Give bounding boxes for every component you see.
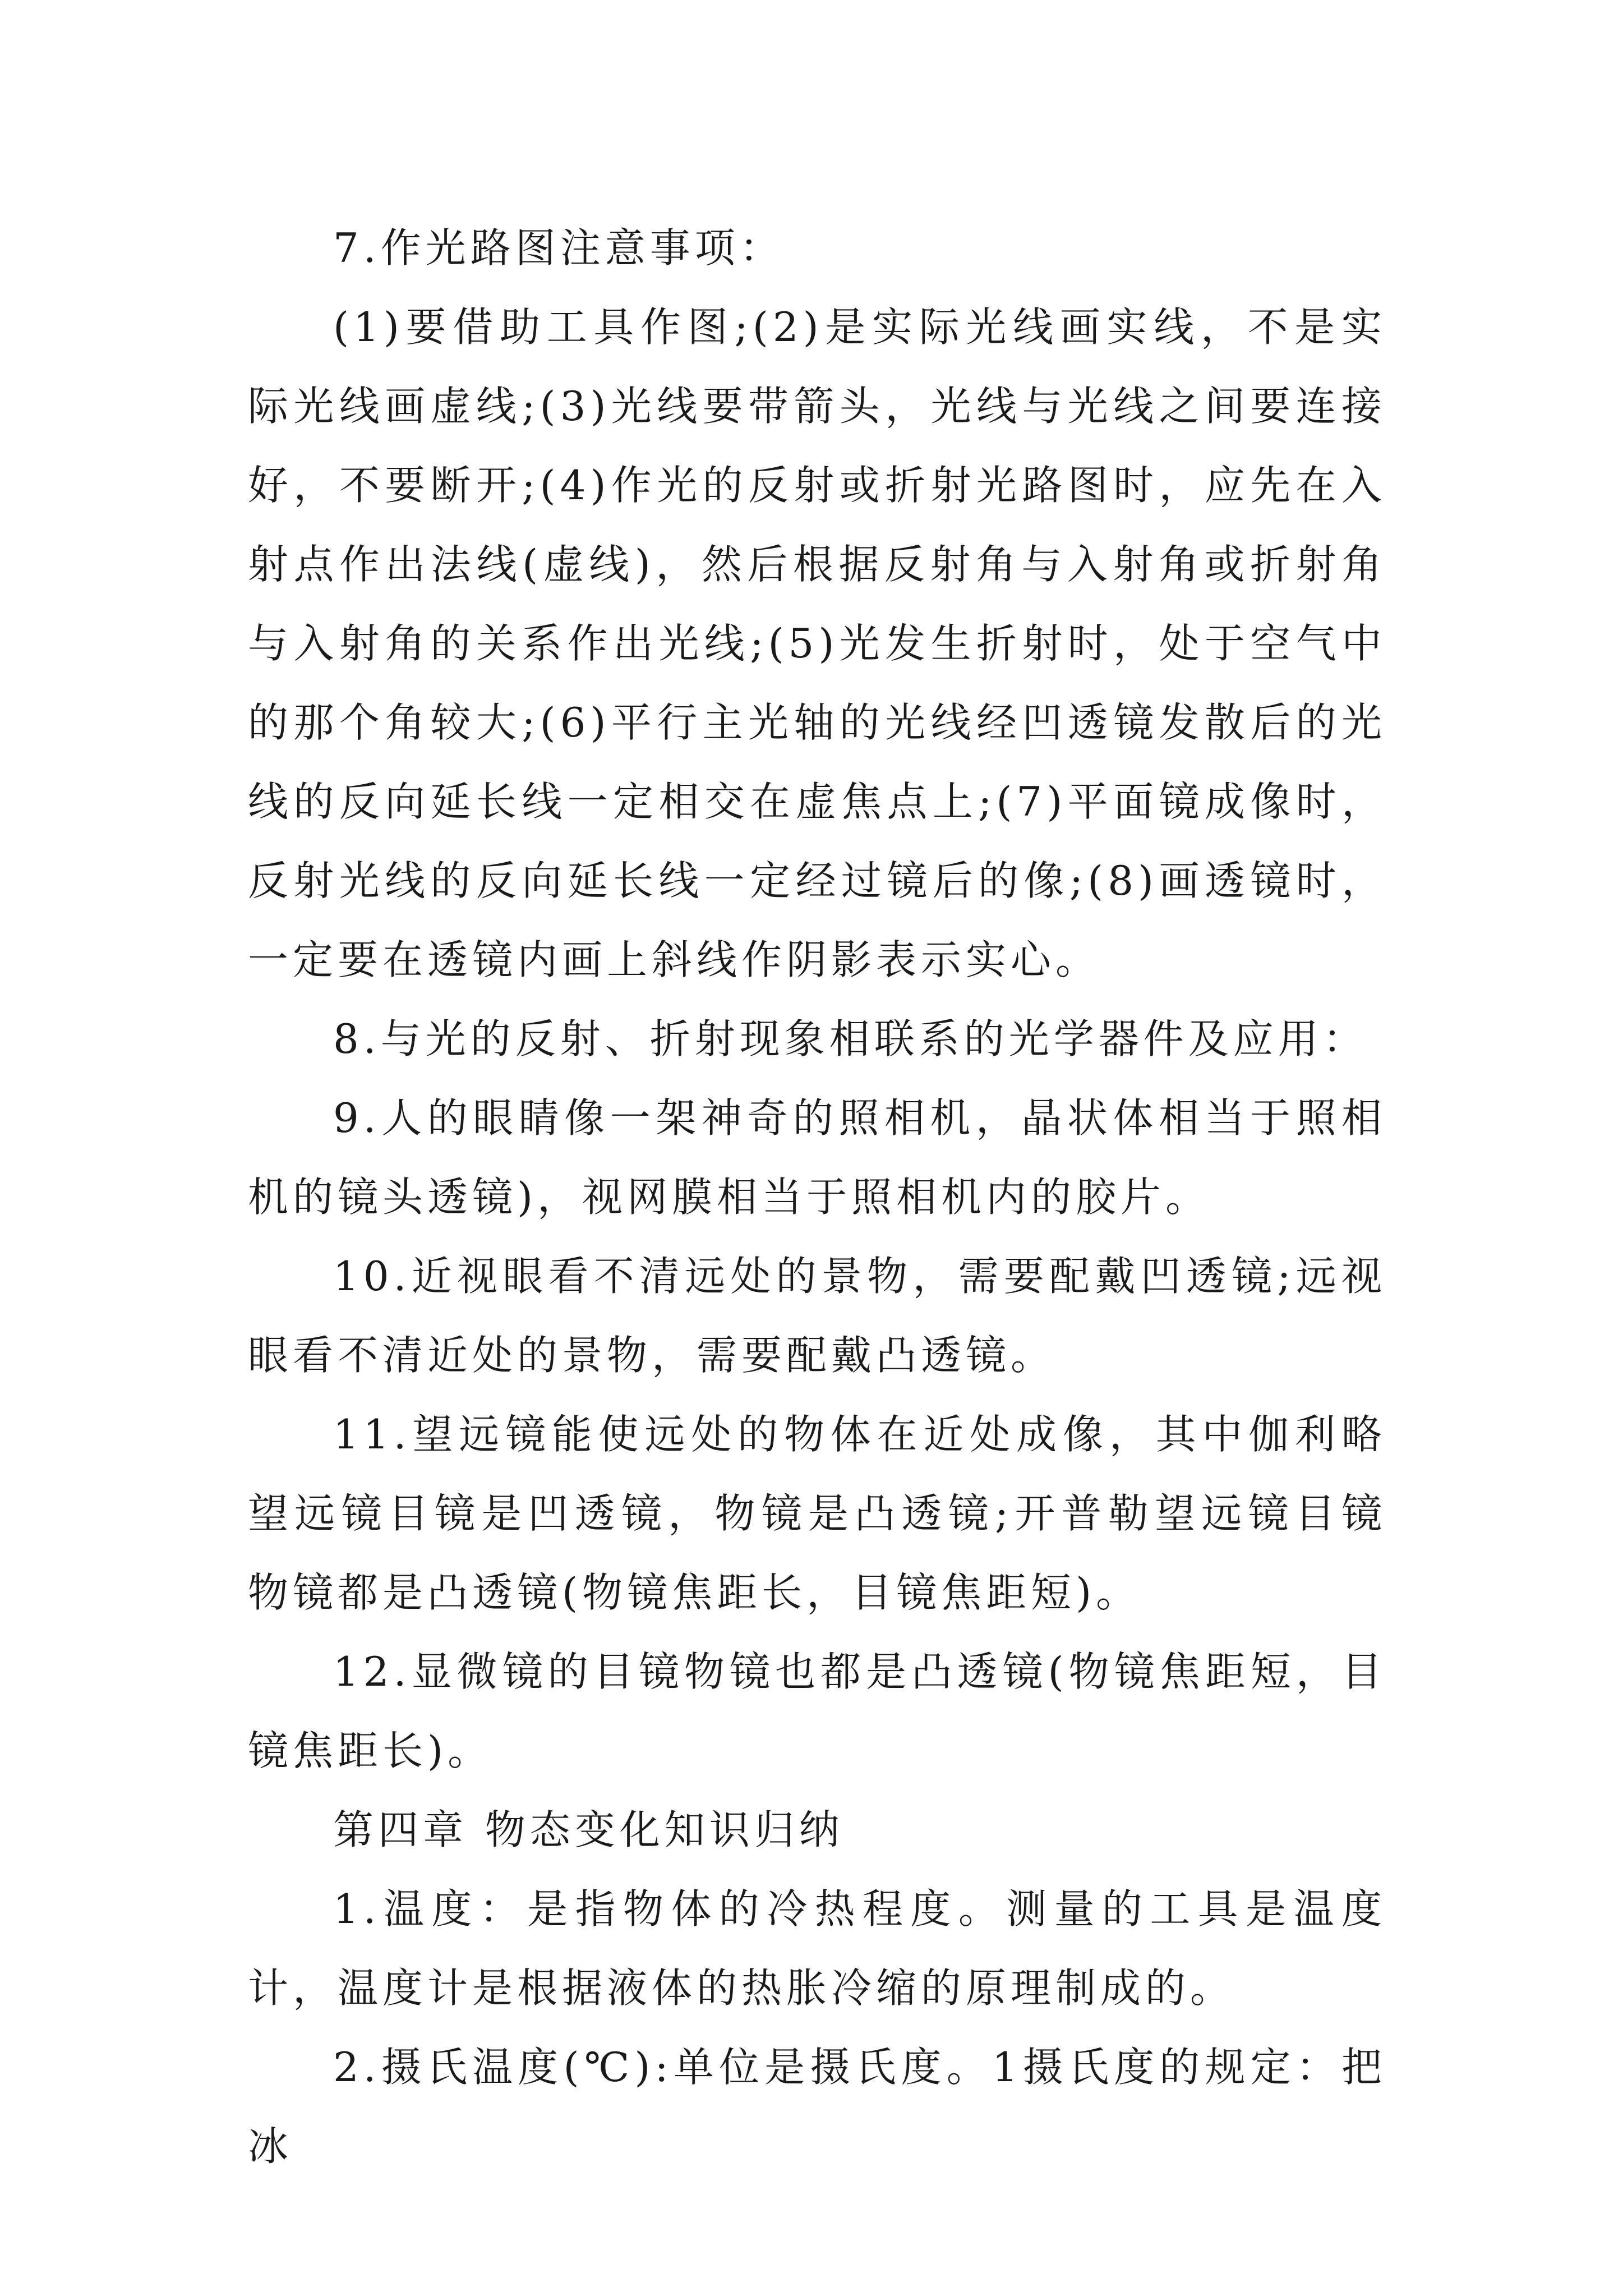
paragraph-myopia-hyperopia: 10.近视眼看不清远处的景物，需要配戴凹透镜;远视眼看不清近处的景物，需要配戴凸透镜。	[248, 1253, 1386, 1379]
document-body	[248, 209, 1386, 2186]
paragraph-celsius: 2.摄氏温度(℃):单位是摄氏度。1摄氏度的规定：把冰	[248, 2044, 1386, 2170]
paragraph-light-path-heading: 7.作光路图注意事项：	[333, 224, 785, 272]
paragraph-microscope: 12.显微镜的目镜物镜也都是凸透镜(物镜焦距短，目镜焦距长)。	[248, 1648, 1386, 1774]
paragraph-light-path-rules: (1)要借助工具作图;(2)是实际光线画实线，不是实际光线画虚线;(3)光线要带箭头，光线与光线之间要连接好，不要断开;(4)作光的反射或折射光路图时，应先在入射点作出法线(虚线)，然后根据反射角与入射角或折射角与入射角的关系作出光线;(5)光发生折射时，处于空气中的那个角较大;(6)平行主光轴的光线经凹透镜发散后的光线的反向延长线一定相交在虚焦点上;(7)平面镜成像时，反射光线的反向延长线一定经过镜后的像;(8)画透镜时，一定要在透镜内画上斜线作阴影表示实心。	[248, 303, 1386, 983]
paragraph-human-eye: 9.人的眼睛像一架神奇的照相机，晶状体相当于照相机的镜头透镜)，视网膜相当于照相机内的胶片。	[248, 1094, 1386, 1221]
paragraph-temperature: 1.温度：是指物体的冷热程度。测量的工具是温度计，温度计是根据液体的热胀冷缩的原理制成的。	[248, 1885, 1386, 2012]
chapter-heading: 第四章 物态变化知识归纳	[333, 1806, 844, 1853]
paragraph-optical-devices: 8.与光的反射、折射现象相联系的光学器件及应用：	[333, 1015, 1368, 1062]
paragraph-telescope: 11.望远镜能使远处的物体在近处成像，其中伽利略望远镜目镜是凹透镜，物镜是凸透镜;开普勒望远镜目镜物镜都是凸透镜(物镜焦距长，目镜焦距短)。	[248, 1411, 1386, 1616]
